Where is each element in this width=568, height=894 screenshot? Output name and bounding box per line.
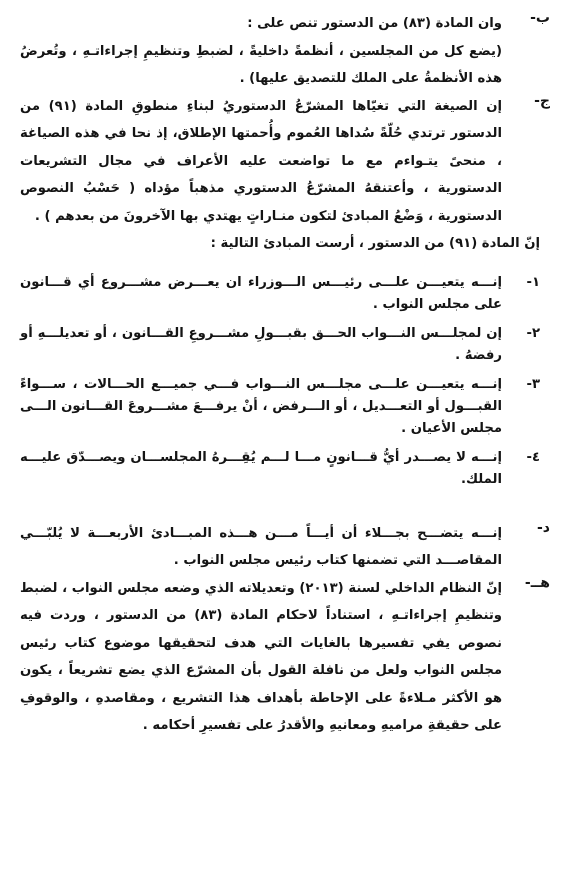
principles-intro: إنّ المادة (٩١) من الدستور ، أرست المبادئ التالية : bbox=[210, 236, 540, 251]
principle-text: إنـــه لا يصـــدر أيُّ قـــانونٍ مـــا لـــم يُقِـــرهُ المجلســـان ويصـــدّق عليـــه الملك. bbox=[20, 449, 502, 487]
principle-number: ٣- bbox=[526, 376, 540, 392]
principle-item bbox=[20, 447, 542, 491]
section-d-text: إنـــه يتضـــح بجـــلاء أن أيـــاً مـــن هـــذه المبـــادئ الأربعـــة لا يُلبّـــي المقاصـــد التي تضمنها كتاب رئيس مجلس النواب . bbox=[20, 525, 502, 568]
section-b-marker: ب- bbox=[530, 10, 550, 26]
principle-text: إنـــه يتعيـــن علـــى مجلـــس النـــواب فـــي جميـــع الحـــالات ، ســـواءً القبـــول أو التعـــديل ، أو الـــرفض ، أنْ يرفـــعَ مشـــروعَ القـــانون الـــى مجلس الأعيان . bbox=[20, 376, 502, 436]
principle-text: إنـــه يتعيـــن علـــى رئيـــس الـــوزراء ان يعـــرض مشـــروع أي قـــانون على مجلس النواب . bbox=[20, 274, 502, 312]
section-c-marker: ج- bbox=[534, 92, 550, 109]
principle-item bbox=[20, 323, 542, 367]
section-b bbox=[20, 10, 550, 93]
section-c bbox=[20, 92, 550, 231]
principles-list bbox=[20, 272, 542, 491]
principle-text: إن لمجلـــس النـــواب الحـــق بقبـــولِ مشـــروعِ القـــانون ، أو تعديلـــهِ أو رفضهُ . bbox=[20, 325, 502, 363]
section-h-text: إنّ النظام الداخلي لسنة (٢٠١٣) وتعديلاته الذي وضعه مجلس النواب ، لضبط وتنظيمِ إجراءاتـهِ ، استناداً لاحكام المادة (٨٣) من الدستور ، وردت فيه نصوص يفي تفسيرها بالغايات التي هدف لتحقيقها موضوع كتاب رئيس مجلس النواب ولعل من نافلة القول بأن المشرّع الذي يضع تشريعاً ، يكون هو الأكثر مـلاءةً على الإحاطة بأهداف هذا التشريع ، ومقاصدهِ ، والوقوفِ على حقيقةِ مراميهِ ومعانيهِ والأقدرُ على تفسيرِ أحكامه . bbox=[20, 580, 503, 733]
principle-item bbox=[20, 272, 542, 316]
principle-number: ٢- bbox=[526, 325, 540, 341]
principle-number: ١- bbox=[526, 274, 540, 290]
section-h bbox=[20, 574, 550, 740]
section-c-text: إن الصيغة التي تغيّاها المشرّعُ الدستوريُ لبناءِ منطوقِ المادة (٩١) من الدستور ترتدي حُلّةً سُداها العُموم وأُحمتها الإطلاق، إذ نحا في هذه الصياغة ، منحىً يتـواءم مع ما تواضعت عليه الأعراف في مجال التشريعات الدستورية ، وأعتنقهُ المشرّعُ الدستوري مذهباً مؤداه ( حَسْبُ النصوص الدستورية ، وَضْعُ المبادئ لتكون منـاراتٍ يهتدي بها الآخرونَ من بعدهم ) . bbox=[20, 98, 503, 224]
section-d bbox=[20, 519, 550, 575]
section-b-line-2: (يضع كل من المجلسين ، أنظمةً داخليةً ، لضبطِ وتنظيمِ إجراءاتـهِ ، وتُعرضُ هذه الأنظمةُ على الملك للتصديق عليها) . bbox=[20, 43, 502, 86]
principle-item bbox=[20, 374, 542, 440]
section-d-marker: د- bbox=[537, 519, 550, 536]
section-b-line-1: وان المادة (٨٣) من الدستور تنص على : bbox=[247, 16, 502, 31]
section-h-marker: هــ- bbox=[524, 574, 550, 591]
spacer bbox=[20, 498, 542, 520]
principle-number: ٤- bbox=[526, 449, 540, 465]
